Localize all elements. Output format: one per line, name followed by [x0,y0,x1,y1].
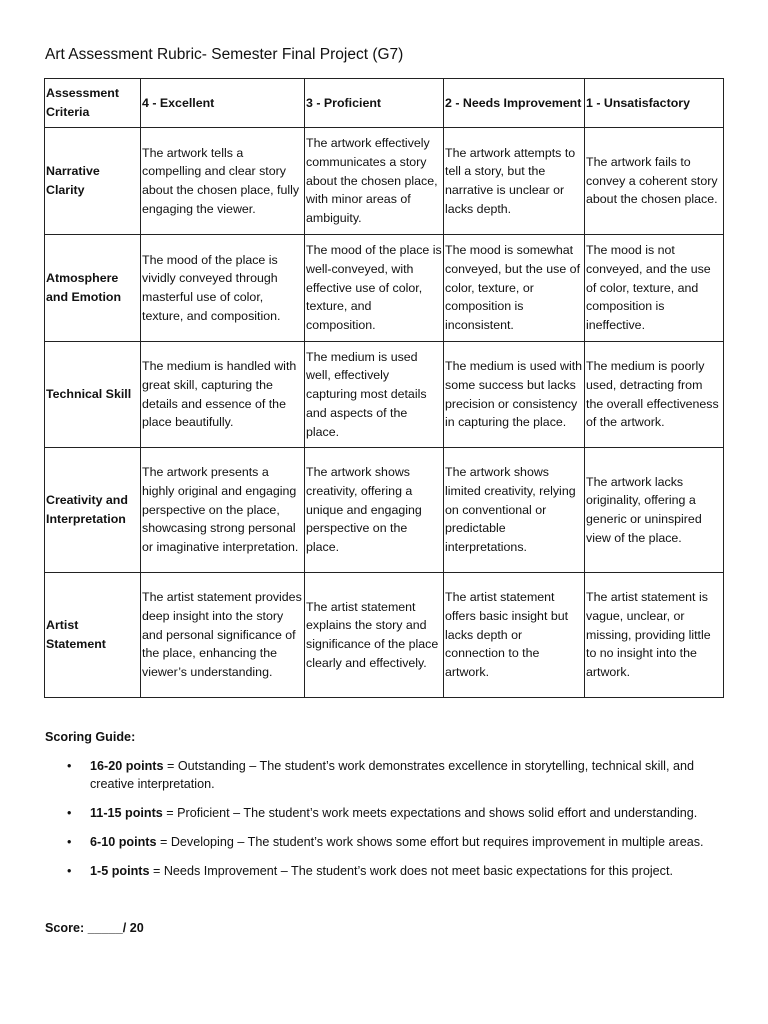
rubric-cell: The medium is used with some success but lacks precision or consistency in capturing the place. [444,342,585,448]
points-description: = Outstanding – The student’s work demonstrates excellence in storytelling, technical skill, and creative interpretation. [90,758,694,791]
rubric-cell: The artwork lacks originality, offering a generic or uninspired view of the place. [585,448,724,573]
list-item [45,804,725,823]
rubric-cell: The medium is handled with great skill, capturing the details and essence of the place beautifully. [141,342,305,448]
table-row [45,573,724,698]
points-range: 1-5 points [90,864,150,878]
rubric-cell: The artist statement is vague, unclear, or missing, providing little to no insight into the artwork. [585,573,724,698]
table-row [45,342,724,448]
rubric-cell: The mood is not conveyed, and the use of color, texture, and composition is ineffective. [585,235,724,342]
points-range: 11-15 points [90,806,163,820]
bullet-icon: • [67,864,72,878]
points-description: = Developing – The student’s work shows some effort but requires improvement in multiple areas. [156,835,704,849]
rubric-cell: The artist statement provides deep insight into the story and personal significance of the place, enhancing the viewer’s understanding. [141,573,305,698]
criterion-cell: Artist Statement [45,573,141,698]
table-row [45,448,724,573]
rubric-cell: The mood of the place is well-conveyed, with effective use of color, texture, and composition. [305,235,444,342]
rubric-cell: The artwork effectively communicates a story about the chosen place, with minor areas of ambiguity. [305,128,444,235]
rubric-cell: The medium is used well, effectively capturing most details and aspects of the place. [305,342,444,448]
rubric-cell: The artwork presents a highly original and engaging perspective on the place, showcasing strong personal or imaginative interpretation. [141,448,305,573]
points-description: = Proficient – The student’s work meets expectations and shows solid effort and understanding. [162,806,698,820]
rubric-cell: The mood is somewhat conveyed, but the use of color, texture, or composition is inconsistent. [444,235,585,342]
list-item [45,757,725,794]
header-unsatisfactory: 1 - Unsatisfactory [585,79,724,128]
rubric-cell: The medium is poorly used, detracting from the overall effectiveness of the artwork. [585,342,724,448]
header-criteria: Assessment Criteria [45,79,141,128]
bullet-icon: • [67,758,72,773]
rubric-cell: The mood of the place is vividly conveyed through masterful use of color, texture, and composition. [141,235,305,342]
points-description: = Needs Improvement – The student’s work does not meet basic expectations for this project. [149,864,673,878]
bullet-icon: • [67,806,72,820]
rubric-cell: The artist statement offers basic insight but lacks depth or connection to the artwork. [444,573,585,698]
table-row [45,235,724,342]
criterion-cell: Technical Skill [45,342,141,448]
rubric-cell: The artwork attempts to tell a story, but the narrative is unclear or lacks depth. [444,128,585,235]
rubric-cell: The artwork tells a compelling and clear story about the chosen place, fully engaging the viewer. [141,128,305,235]
scoring-list [45,757,725,881]
header-excellent: 4 - Excellent [141,79,305,128]
points-range: 16-20 points [90,758,164,773]
list-item [45,862,725,881]
criterion-cell: Creativity and Interpretation [45,448,141,573]
scoring-guide [45,728,725,891]
header-row [45,79,724,128]
rubric-cell: The artwork shows limited creativity, relying on conventional or predictable interpretations. [444,448,585,573]
page-title: Art Assessment Rubric- Semester Final Project (G7) [45,46,404,63]
header-proficient: 3 - Proficient [305,79,444,128]
rubric-cell: The artwork fails to convey a coherent story about the chosen place. [585,128,724,235]
rubric-table [44,78,724,698]
rubric-cell: The artist statement explains the story and significance of the place clearly and effectively. [305,573,444,698]
bullet-icon: • [67,835,72,849]
list-item [45,833,725,852]
header-needs-improvement: 2 - Needs Improvement [444,79,585,128]
criterion-cell: Atmosphere and Emotion [45,235,141,342]
points-range: 6-10 points [90,835,157,849]
rubric-cell: The artwork shows creativity, offering a unique and engaging perspective on the place. [305,448,444,573]
score-line: Score: _____/ 20 [45,921,144,935]
scoring-guide-heading: Scoring Guide: [45,730,136,744]
table-row [45,128,724,235]
criterion-cell: Narrative Clarity [45,128,141,235]
